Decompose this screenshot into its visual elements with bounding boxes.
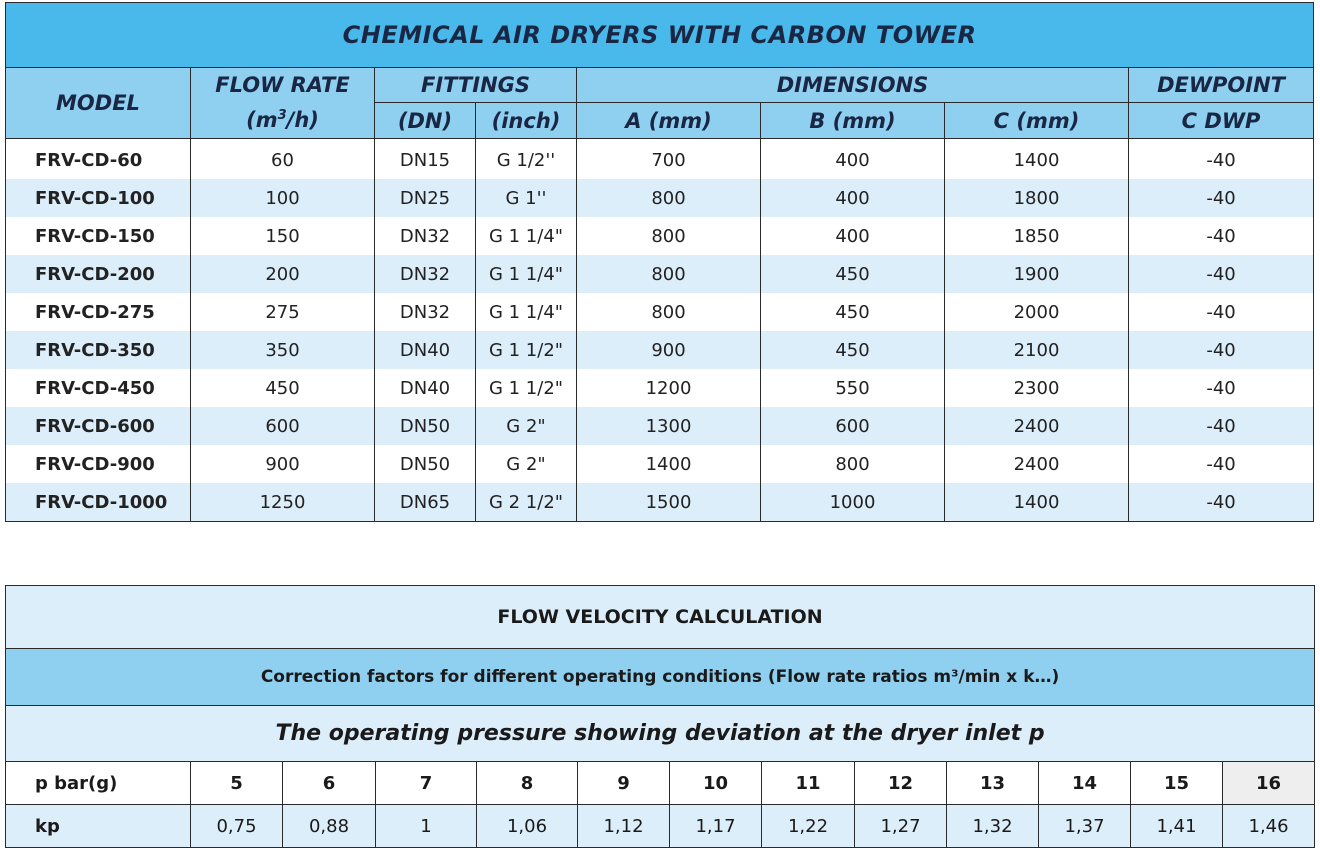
pressure-value: 10 xyxy=(670,762,762,805)
cell-dim-c: 1900 xyxy=(945,255,1129,293)
cell-inch: G 1 1/2" xyxy=(476,331,577,369)
cell-dn: DN40 xyxy=(375,369,476,407)
cell-dim-b: 550 xyxy=(761,369,945,407)
kp-value: 1,06 xyxy=(477,805,578,848)
header-fittings-inch: (inch) xyxy=(476,103,577,139)
cell-dewpoint: -40 xyxy=(1129,445,1314,483)
cell-dim-a: 900 xyxy=(577,331,761,369)
cell-flow-rate: 100 xyxy=(191,179,375,217)
cell-model: FRV-CD-150 xyxy=(6,217,191,255)
cell-dim-a: 800 xyxy=(577,179,761,217)
cell-dn: DN32 xyxy=(375,217,476,255)
cell-dewpoint: -40 xyxy=(1129,483,1314,522)
cell-flow-rate: 1250 xyxy=(191,483,375,522)
cell-dim-a: 1200 xyxy=(577,369,761,407)
cell-dn: DN40 xyxy=(375,331,476,369)
pressure-value: 14 xyxy=(1039,762,1131,805)
pressure-row xyxy=(6,762,1315,805)
cell-model: FRV-CD-350 xyxy=(6,331,191,369)
kp-row xyxy=(6,805,1315,848)
table-row xyxy=(6,369,1314,407)
table-row xyxy=(6,139,1314,180)
header-flow-rate: FLOW RATE xyxy=(191,68,375,103)
dryers-table xyxy=(5,2,1314,522)
cell-flow-rate: 150 xyxy=(191,217,375,255)
pressure-label: p bar(g) xyxy=(6,762,191,805)
header-fittings-dn: (DN) xyxy=(375,103,476,139)
cell-model: FRV-CD-900 xyxy=(6,445,191,483)
kp-value: 1,17 xyxy=(670,805,762,848)
cell-dn: DN32 xyxy=(375,293,476,331)
pressure-value: 7 xyxy=(376,762,477,805)
header-dim-a: A (mm) xyxy=(577,103,761,139)
velocity-title: FLOW VELOCITY CALCULATION xyxy=(6,586,1315,649)
cell-model: FRV-CD-60 xyxy=(6,139,191,180)
cell-dim-b: 450 xyxy=(761,331,945,369)
cell-dim-a: 700 xyxy=(577,139,761,180)
header-model: MODEL xyxy=(6,68,191,139)
header-flow-rate-unit: $(m^3/h)$ xyxy=(191,103,375,139)
table-row xyxy=(6,331,1314,369)
cell-dewpoint: -40 xyxy=(1129,331,1314,369)
cell-dim-b: 800 xyxy=(761,445,945,483)
header-dimensions: DIMENSIONS xyxy=(577,68,1129,103)
cell-dn: DN65 xyxy=(375,483,476,522)
kp-value: 1,22 xyxy=(762,805,855,848)
kp-value: 1,27 xyxy=(855,805,947,848)
cell-dim-a: 1400 xyxy=(577,445,761,483)
cell-inch: G 2" xyxy=(476,407,577,445)
cell-model: FRV-CD-450 xyxy=(6,369,191,407)
cell-dim-c: 2300 xyxy=(945,369,1129,407)
pressure-value: 13 xyxy=(947,762,1039,805)
header-dewpoint: DEWPOINT xyxy=(1129,68,1314,103)
table-row xyxy=(6,293,1314,331)
cell-dewpoint: -40 xyxy=(1129,139,1314,180)
cell-dewpoint: -40 xyxy=(1129,255,1314,293)
cell-inch: G 1 1/4" xyxy=(476,293,577,331)
cell-dn: DN50 xyxy=(375,407,476,445)
cell-flow-rate: 60 xyxy=(191,139,375,180)
table-row xyxy=(6,179,1314,217)
cell-dim-a: 800 xyxy=(577,255,761,293)
cell-dim-c: 2400 xyxy=(945,445,1129,483)
kp-value: 1 xyxy=(376,805,477,848)
kp-value: 0,88 xyxy=(283,805,376,848)
cell-dim-b: 400 xyxy=(761,139,945,180)
cell-dim-c: 1800 xyxy=(945,179,1129,217)
cell-dim-c: 1400 xyxy=(945,483,1129,522)
kp-value: 1,37 xyxy=(1039,805,1131,848)
header-fittings: FITTINGS xyxy=(375,68,577,103)
flow-velocity-table xyxy=(5,585,1315,848)
cell-dim-b: 600 xyxy=(761,407,945,445)
pressure-value: 6 xyxy=(283,762,376,805)
cell-dim-c: 2000 xyxy=(945,293,1129,331)
cell-inch: G 1 1/4" xyxy=(476,255,577,293)
cell-dn: DN32 xyxy=(375,255,476,293)
pressure-value: 11 xyxy=(762,762,855,805)
cell-dn: DN25 xyxy=(375,179,476,217)
cell-dim-a: 1500 xyxy=(577,483,761,522)
kp-value: 0,75 xyxy=(191,805,283,848)
table-row xyxy=(6,483,1314,522)
cell-dn: DN15 xyxy=(375,139,476,180)
pressure-value: 16 xyxy=(1223,762,1315,805)
cell-model: FRV-CD-1000 xyxy=(6,483,191,522)
cell-dim-a: 800 xyxy=(577,217,761,255)
table-row xyxy=(6,407,1314,445)
cell-inch: G 2 1/2" xyxy=(476,483,577,522)
cell-dim-c: 1400 xyxy=(945,139,1129,180)
cell-dewpoint: -40 xyxy=(1129,179,1314,217)
cell-dim-c: 1850 xyxy=(945,217,1129,255)
cell-flow-rate: 600 xyxy=(191,407,375,445)
cell-model: FRV-CD-600 xyxy=(6,407,191,445)
cell-inch: G 2" xyxy=(476,445,577,483)
pressure-value: 9 xyxy=(578,762,670,805)
cell-flow-rate: 350 xyxy=(191,331,375,369)
cell-dim-b: 450 xyxy=(761,293,945,331)
cell-dim-b: 400 xyxy=(761,179,945,217)
cell-inch: G 1'' xyxy=(476,179,577,217)
cell-flow-rate: 450 xyxy=(191,369,375,407)
header-dim-c: C (mm) xyxy=(945,103,1129,139)
cell-dim-a: 1300 xyxy=(577,407,761,445)
dryers-table-title: CHEMICAL AIR DRYERS WITH CARBON TOWER xyxy=(6,3,1314,68)
cell-flow-rate: 900 xyxy=(191,445,375,483)
cell-model: FRV-CD-275 xyxy=(6,293,191,331)
cell-flow-rate: 275 xyxy=(191,293,375,331)
cell-dim-b: 1000 xyxy=(761,483,945,522)
kp-value: 1,32 xyxy=(947,805,1039,848)
header-dewpoint-sub: C DWP xyxy=(1129,103,1314,139)
cell-inch: G 1 1/2" xyxy=(476,369,577,407)
kp-value: 1,12 xyxy=(578,805,670,848)
cell-model: FRV-CD-200 xyxy=(6,255,191,293)
header-dim-b: B (mm) xyxy=(761,103,945,139)
pressure-value: 12 xyxy=(855,762,947,805)
cell-dn: DN50 xyxy=(375,445,476,483)
table-row xyxy=(6,255,1314,293)
cell-dewpoint: -40 xyxy=(1129,369,1314,407)
cell-dim-c: 2100 xyxy=(945,331,1129,369)
cell-dewpoint: -40 xyxy=(1129,407,1314,445)
velocity-caption: The operating pressure showing deviation at the dryer inlet p xyxy=(6,706,1315,762)
velocity-subtitle: Correction factors for different operating conditions (Flow rate ratios m³/min x k…) xyxy=(6,649,1315,706)
cell-dewpoint: -40 xyxy=(1129,293,1314,331)
pressure-value: 15 xyxy=(1131,762,1223,805)
cell-inch: G 1 1/4" xyxy=(476,217,577,255)
cell-dim-b: 450 xyxy=(761,255,945,293)
cell-model: FRV-CD-100 xyxy=(6,179,191,217)
cell-dim-a: 800 xyxy=(577,293,761,331)
table-row xyxy=(6,445,1314,483)
table-row xyxy=(6,217,1314,255)
cell-dim-b: 400 xyxy=(761,217,945,255)
pressure-value: 8 xyxy=(477,762,578,805)
cell-dim-c: 2400 xyxy=(945,407,1129,445)
cell-flow-rate: 200 xyxy=(191,255,375,293)
pressure-value: 5 xyxy=(191,762,283,805)
kp-value: 1,41 xyxy=(1131,805,1223,848)
cell-dewpoint: -40 xyxy=(1129,217,1314,255)
cell-inch: G 1/2'' xyxy=(476,139,577,180)
kp-label: kp xyxy=(6,805,191,848)
kp-value: 1,46 xyxy=(1223,805,1315,848)
